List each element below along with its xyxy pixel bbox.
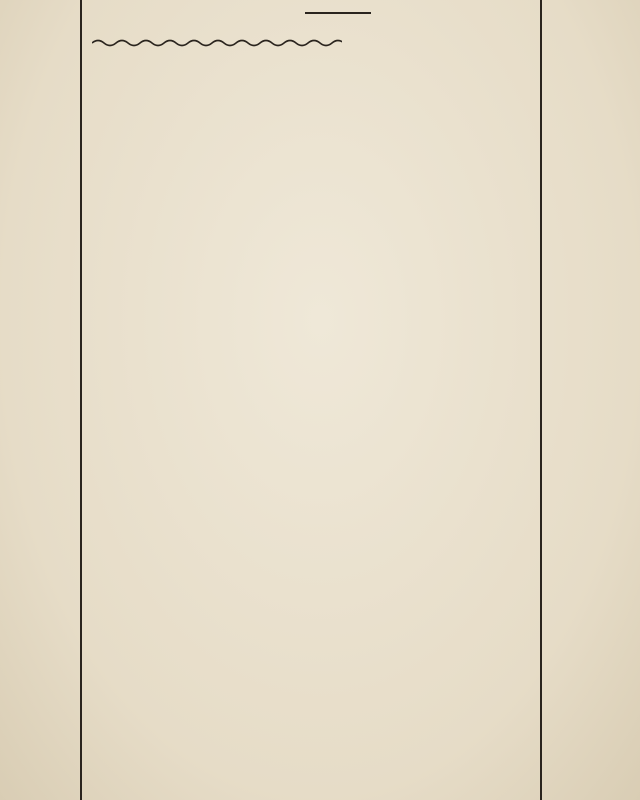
section-rule (305, 12, 371, 14)
main-column (92, 0, 584, 64)
column-rule-right (540, 0, 542, 800)
column-rule-left (80, 0, 82, 800)
decorative-rule (92, 38, 342, 48)
